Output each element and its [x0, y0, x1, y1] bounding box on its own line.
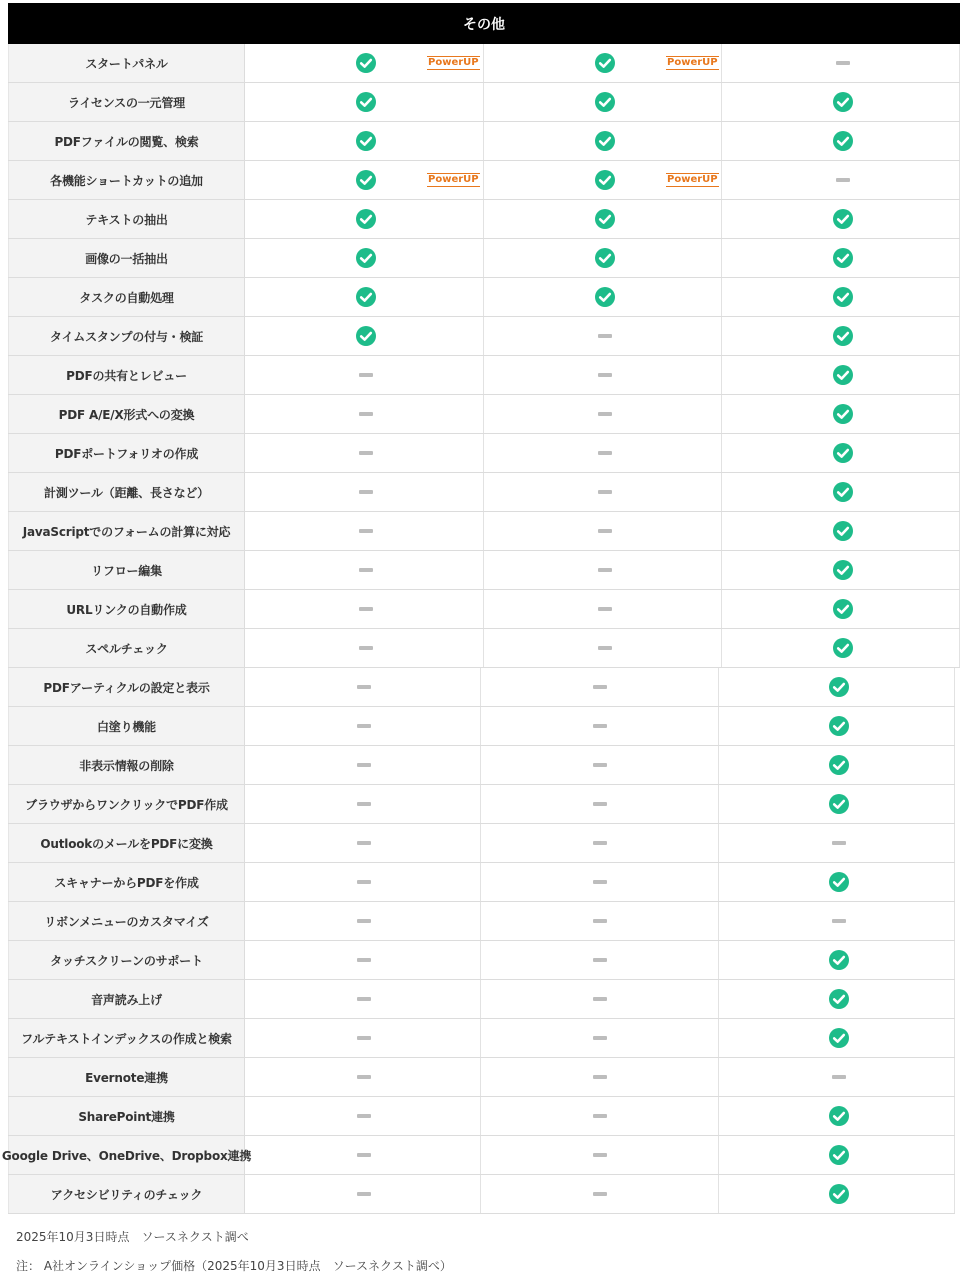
product-cell-3	[719, 863, 955, 901]
powerup-badge: PowerUP	[667, 174, 718, 185]
feature-label: タイムスタンプの付与・検証	[8, 317, 245, 355]
product-cell-1	[245, 746, 481, 784]
feature-label: フルテキストインデックスの作成と検索	[8, 1019, 245, 1057]
feature-label: スタートパネル	[8, 44, 245, 82]
dash-icon	[598, 529, 612, 533]
dash-icon	[593, 958, 607, 962]
dash-icon	[359, 490, 373, 494]
check-icon	[829, 677, 849, 697]
dash-icon	[357, 997, 371, 1001]
check-icon	[595, 170, 615, 190]
feature-label: JavaScriptでのフォームの計算に対応	[8, 512, 245, 550]
dash-icon	[357, 1192, 371, 1196]
feature-label: Google Drive、OneDrive、Dropbox連携	[8, 1136, 245, 1174]
product-cell-2	[484, 590, 722, 628]
dash-icon	[832, 841, 846, 845]
product-cell-3	[722, 395, 960, 433]
check-icon	[595, 209, 615, 229]
product-cell-3	[722, 122, 960, 160]
feature-label: Evernote連携	[8, 1058, 245, 1096]
table-row	[8, 239, 960, 278]
dash-icon	[593, 802, 607, 806]
product-cell-2	[481, 707, 719, 745]
check-icon	[829, 1184, 849, 1204]
check-icon	[356, 53, 376, 73]
check-icon	[829, 950, 849, 970]
check-icon	[829, 755, 849, 775]
feature-label: SharePoint連携	[8, 1097, 245, 1135]
feature-label: PDFアーティクルの設定と表示	[8, 668, 245, 706]
table-row	[8, 473, 960, 512]
as-of-note: 2025年10月3日時点 ソースネクスト調べ	[16, 1230, 249, 1244]
table-row	[8, 434, 960, 473]
product-cell-1	[245, 356, 484, 394]
table-row	[8, 629, 960, 668]
dash-icon	[357, 919, 371, 923]
check-icon	[829, 716, 849, 736]
product-cell-2	[484, 44, 722, 82]
product-cell-2	[484, 317, 722, 355]
table-row	[8, 785, 955, 824]
feature-label: スキャナーからPDFを作成	[8, 863, 245, 901]
check-icon	[356, 92, 376, 112]
check-icon	[833, 638, 853, 658]
product-cell-1	[245, 629, 484, 667]
product-cell-1	[245, 473, 484, 511]
dash-icon	[359, 412, 373, 416]
product-cell-1	[245, 551, 484, 589]
dash-icon	[593, 685, 607, 689]
table-row	[8, 1175, 955, 1214]
dash-icon	[357, 1153, 371, 1157]
table-row	[8, 941, 955, 980]
product-cell-1	[245, 200, 484, 238]
dash-icon	[357, 802, 371, 806]
product-cell-2	[484, 395, 722, 433]
product-cell-3	[722, 317, 960, 355]
check-icon	[833, 209, 853, 229]
product-cell-2	[481, 1097, 719, 1135]
product-cell-3	[722, 83, 960, 121]
product-cell-2	[484, 512, 722, 550]
table-row	[8, 161, 960, 200]
dash-icon	[593, 997, 607, 1001]
feature-label: 音声読み上げ	[8, 980, 245, 1018]
check-icon	[833, 404, 853, 424]
dash-icon	[598, 490, 612, 494]
dash-icon	[593, 763, 607, 767]
product-cell-1	[245, 941, 481, 979]
feature-label: PDFの共有とレビュー	[8, 356, 245, 394]
product-cell-3	[722, 44, 960, 82]
dash-icon	[357, 1036, 371, 1040]
feature-label: テキストの抽出	[8, 200, 245, 238]
feature-label: 画像の一括抽出	[8, 239, 245, 277]
feature-label: PDF A/E/X形式への変換	[8, 395, 245, 433]
dash-icon	[357, 685, 371, 689]
product-cell-2	[484, 473, 722, 511]
product-cell-1	[245, 1175, 481, 1213]
product-cell-3	[722, 278, 960, 316]
dash-icon	[593, 841, 607, 845]
check-icon	[829, 1145, 849, 1165]
product-cell-2	[484, 434, 722, 472]
section-header	[8, 3, 960, 44]
dash-icon	[832, 1075, 846, 1079]
product-cell-1	[245, 1097, 481, 1135]
product-cell-2	[481, 746, 719, 784]
dash-icon	[357, 763, 371, 767]
product-cell-2	[481, 1019, 719, 1057]
feature-label: PDFポートフォリオの作成	[8, 434, 245, 472]
product-cell-1	[245, 668, 481, 706]
product-cell-2	[481, 1058, 719, 1096]
feature-label: リボンメニューのカスタマイズ	[8, 902, 245, 940]
table-row	[8, 278, 960, 317]
product-cell-3	[722, 590, 960, 628]
product-cell-1	[245, 434, 484, 472]
dash-icon	[593, 1036, 607, 1040]
check-icon	[829, 989, 849, 1009]
dash-icon	[593, 1192, 607, 1196]
dash-icon	[598, 451, 612, 455]
dash-icon	[836, 61, 850, 65]
check-icon	[356, 326, 376, 346]
check-icon	[833, 482, 853, 502]
price-note: 注： A社オンラインショップ価格（2025年10月3日時点 ソースネクスト調べ）	[16, 1259, 452, 1273]
product-cell-2	[481, 902, 719, 940]
feature-label: タスクの自動処理	[8, 278, 245, 316]
dash-icon	[357, 958, 371, 962]
product-cell-3	[719, 941, 955, 979]
product-cell-3	[722, 356, 960, 394]
product-cell-1	[245, 707, 481, 745]
product-cell-1	[245, 785, 481, 823]
feature-label: アクセシビリティのチェック	[8, 1175, 245, 1213]
check-icon	[829, 794, 849, 814]
product-cell-3	[722, 239, 960, 277]
table-row	[8, 824, 955, 863]
product-cell-3	[719, 980, 955, 1018]
table-row	[8, 1058, 955, 1097]
product-cell-1	[245, 1019, 481, 1057]
dash-icon	[359, 568, 373, 572]
table-row	[8, 668, 955, 707]
comparison-table	[1, 44, 960, 1214]
table-row	[8, 122, 960, 161]
product-cell-1	[245, 980, 481, 1018]
dash-icon	[598, 412, 612, 416]
product-cell-1	[245, 863, 481, 901]
product-cell-1	[245, 239, 484, 277]
table-row	[8, 44, 960, 83]
powerup-badge: PowerUP	[667, 57, 718, 68]
product-cell-3	[722, 434, 960, 472]
product-cell-1	[245, 122, 484, 160]
product-cell-2	[484, 200, 722, 238]
check-icon	[356, 248, 376, 268]
product-cell-3	[722, 473, 960, 511]
dash-icon	[832, 919, 846, 923]
table-row	[8, 590, 960, 629]
product-cell-3	[719, 1175, 955, 1213]
dash-icon	[836, 178, 850, 182]
feature-label: URLリンクの自動作成	[8, 590, 245, 628]
product-cell-2	[481, 941, 719, 979]
product-cell-3	[719, 746, 955, 784]
check-icon	[595, 53, 615, 73]
check-icon	[595, 248, 615, 268]
dash-icon	[593, 1075, 607, 1079]
product-cell-3	[722, 512, 960, 550]
product-cell-3	[722, 200, 960, 238]
product-cell-1	[245, 1136, 481, 1174]
product-cell-2	[484, 239, 722, 277]
product-cell-3	[719, 1136, 955, 1174]
powerup-badge: PowerUP	[428, 174, 479, 185]
product-cell-3	[719, 707, 955, 745]
check-icon	[833, 521, 853, 541]
product-cell-3	[722, 629, 960, 667]
dash-icon	[598, 607, 612, 611]
check-icon	[829, 872, 849, 892]
product-cell-1	[245, 395, 484, 433]
dash-icon	[593, 1114, 607, 1118]
check-icon	[595, 287, 615, 307]
dash-icon	[359, 451, 373, 455]
product-cell-1	[245, 824, 481, 862]
product-cell-2	[481, 668, 719, 706]
product-cell-1	[245, 902, 481, 940]
check-icon	[595, 92, 615, 112]
check-icon	[833, 560, 853, 580]
dash-icon	[593, 919, 607, 923]
dash-icon	[359, 373, 373, 377]
table-row	[8, 980, 955, 1019]
check-icon	[829, 1106, 849, 1126]
dash-icon	[359, 607, 373, 611]
powerup-badge: PowerUP	[428, 57, 479, 68]
product-cell-1	[245, 278, 484, 316]
dash-icon	[593, 724, 607, 728]
check-icon	[833, 131, 853, 151]
table-row	[8, 83, 960, 122]
product-cell-2	[481, 863, 719, 901]
check-icon	[833, 599, 853, 619]
check-icon	[356, 170, 376, 190]
product-cell-1	[245, 44, 484, 82]
product-cell-2	[484, 122, 722, 160]
check-icon	[833, 365, 853, 385]
feature-label: リフロー編集	[8, 551, 245, 589]
product-cell-2	[484, 356, 722, 394]
feature-label: 計測ツール（距離、長さなど）	[8, 473, 245, 511]
table-row	[8, 317, 960, 356]
product-cell-3	[719, 668, 955, 706]
dash-icon	[593, 1153, 607, 1157]
check-icon	[356, 287, 376, 307]
feature-label: スペルチェック	[8, 629, 245, 667]
feature-label: 白塗り機能	[8, 707, 245, 745]
feature-label: OutlookのメールをPDFに変換	[8, 824, 245, 862]
dash-icon	[598, 646, 612, 650]
section-title: その他	[463, 16, 505, 33]
product-cell-1	[245, 161, 484, 199]
product-cell-3	[719, 785, 955, 823]
dash-icon	[598, 568, 612, 572]
dash-icon	[598, 334, 612, 338]
product-cell-1	[245, 590, 484, 628]
dash-icon	[357, 1075, 371, 1079]
product-cell-2	[481, 1136, 719, 1174]
feature-label: ブラウザからワンクリックでPDF作成	[8, 785, 245, 823]
check-icon	[833, 443, 853, 463]
product-cell-3	[722, 551, 960, 589]
product-cell-3	[719, 1019, 955, 1057]
product-cell-1	[245, 1058, 481, 1096]
table-row	[8, 551, 960, 590]
product-cell-2	[481, 824, 719, 862]
check-icon	[833, 248, 853, 268]
table-row	[8, 356, 960, 395]
table-row	[8, 746, 955, 785]
dash-icon	[357, 880, 371, 884]
dash-icon	[598, 373, 612, 377]
table-row	[1, 1136, 955, 1175]
table-row	[8, 395, 960, 434]
product-cell-2	[484, 551, 722, 589]
dash-icon	[593, 880, 607, 884]
check-icon	[356, 209, 376, 229]
table-row	[8, 512, 960, 551]
product-cell-3	[722, 161, 960, 199]
product-cell-3	[719, 1058, 955, 1096]
product-cell-1	[245, 83, 484, 121]
product-cell-2	[484, 278, 722, 316]
dash-icon	[357, 1114, 371, 1118]
check-icon	[833, 326, 853, 346]
check-icon	[833, 287, 853, 307]
product-cell-1	[245, 317, 484, 355]
check-icon	[595, 131, 615, 151]
check-icon	[833, 92, 853, 112]
dash-icon	[359, 529, 373, 533]
product-cell-2	[484, 161, 722, 199]
table-row	[8, 1097, 955, 1136]
product-cell-2	[481, 1175, 719, 1213]
table-row	[8, 1019, 955, 1058]
feature-label: 非表示情報の削除	[8, 746, 245, 784]
product-cell-2	[484, 629, 722, 667]
product-cell-2	[484, 83, 722, 121]
feature-label: 各機能ショートカットの追加	[8, 161, 245, 199]
product-cell-3	[719, 1097, 955, 1135]
product-cell-3	[719, 902, 955, 940]
product-cell-1	[245, 512, 484, 550]
dash-icon	[359, 646, 373, 650]
table-row	[8, 200, 960, 239]
dash-icon	[357, 724, 371, 728]
product-cell-3	[719, 824, 955, 862]
product-cell-2	[481, 980, 719, 1018]
table-row	[8, 902, 955, 941]
check-icon	[356, 131, 376, 151]
feature-label: PDFファイルの閲覧、検索	[8, 122, 245, 160]
feature-label: ライセンスの一元管理	[8, 83, 245, 121]
dash-icon	[357, 841, 371, 845]
feature-label: タッチスクリーンのサポート	[8, 941, 245, 979]
table-row	[8, 863, 955, 902]
product-cell-2	[481, 785, 719, 823]
table-row	[8, 707, 955, 746]
check-icon	[829, 1028, 849, 1048]
